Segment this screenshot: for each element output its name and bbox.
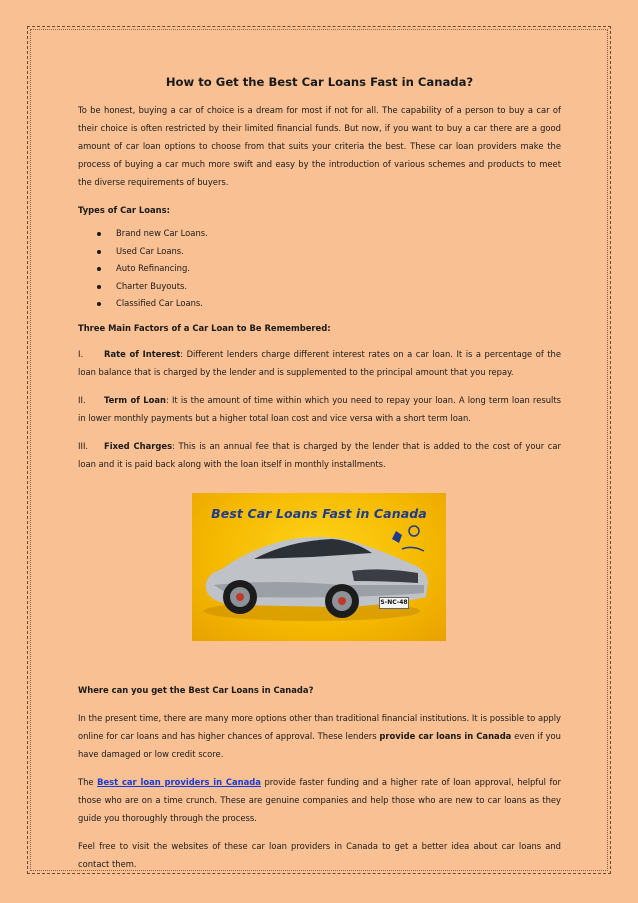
where-heading: Where can you get the Best Car Loans in Canada? [78,684,314,695]
list-item: Classified Car Loans. [78,295,561,313]
factor-number: II. [78,394,86,405]
factor-text: : It is the amount of time within which you need to repay your loan. A long term loan results in lower monthly payments but a higher total loan cost and vice versa with a short term loan. [78,394,561,423]
list-item: Charter Buyouts. [78,278,561,296]
factor-text: : This is an annual fee that is charged by the lender that is added to the cost of your car loan and it is paid back along with the loan itself in monthly installments. [78,440,561,469]
list-item: Auto Refinancing. [78,260,561,278]
list-item: Used Car Loans. [78,243,561,261]
types-heading: Types of Car Loans: [78,205,170,215]
banner-title: Best Car Loans Fast in Canada [211,505,427,521]
license-plate: S-NC-48 [379,597,409,609]
where-paragraph-2 [78,773,561,827]
factors-heading: Three Main Factors of a Car Loan to Be Remembered: [78,322,331,333]
factor-fixed-charges [78,437,561,473]
factor-rate-of-interest [78,345,561,381]
where-text: even if you have damaged or low credit score. [78,730,561,759]
factor-term: Rate of Interest [104,348,181,359]
where-paragraph-1 [78,709,561,763]
factor-term: Fixed Charges [104,440,173,451]
best-car-loan-providers-link[interactable]: Best car loan providers in Canada [97,776,261,787]
factor-term-of-loan [78,391,561,427]
factor-term: Term of Loan [104,394,166,405]
where-bold-text: provide car loans in Canada [379,730,512,741]
page-title: How to Get the Best Car Loans Fast in Canada? [165,75,474,89]
hand-coin-icon [392,531,402,543]
intro-paragraph: To be honest, buying a car of choice is a dream for most if not for all. The capability of a person to buy a car of their choice is often restricted by their limited financial funds. But now, if you want to buy a car there are a good amount of car loan options to choose from that suits your criteria the best. These car loan providers make the process of buying a car much more swift and easy by the introduction of various schemes and products to meet the diverse requirements of buyers. [78,105,561,187]
list-item: Brand new Car Loans. [78,225,561,243]
document-body [78,74,561,883]
where-text: In the present time, there are many more options other than traditional financial institutions. It is possible to apply online for car loans and has higher chances of approval. These lenders [78,712,561,741]
factor-text: : Different lenders charge different interest rates on a car loan. It is a percentage of the loan balance that is charged by the lender and is supplemented to the principal amount that you repay. [78,348,562,377]
where-paragraph-3: Feel free to visit the websites of these car loan providers in Canada to get a better idea about car loans and contact them. [78,840,561,869]
types-list [78,225,561,313]
where-text: provide faster funding and a higher rate of loan approval, helpful for those who are on a time crunch. These are genuine companies and help those who are new to car loans as they guide you thoroughly through the process. [78,776,561,823]
factor-number: III. [78,440,89,451]
factor-number: I. [78,348,84,359]
car-loan-banner-image [192,493,446,641]
where-text: The [78,776,98,787]
